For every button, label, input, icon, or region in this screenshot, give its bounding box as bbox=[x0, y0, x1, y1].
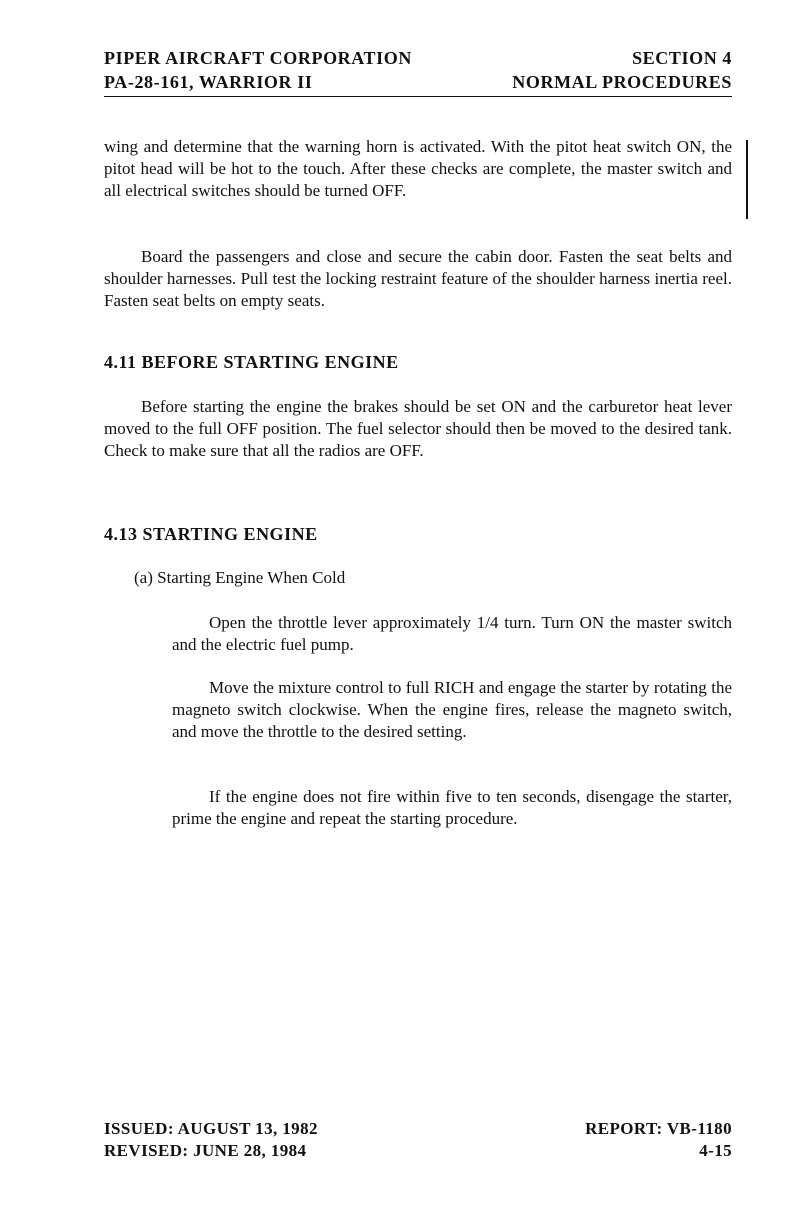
footer-row-1 bbox=[104, 1118, 732, 1140]
issued-date: ISSUED: AUGUST 13, 1982 bbox=[104, 1119, 318, 1138]
page-footer bbox=[104, 1118, 732, 1162]
section-title: NORMAL PROCEDURES bbox=[512, 72, 732, 92]
paragraph-mixture: Move the mixture control to full RICH and engage the starter by rotating the magneto switch clockwise. When the engine fires, release the magneto switch, and move the throttle to the desired setting. bbox=[172, 678, 732, 741]
paragraph-throttle: Open the throttle lever approximately 1/4 turn. Turn ON the master switch and the electric fuel pump. bbox=[172, 613, 732, 654]
page-header bbox=[104, 46, 732, 94]
report-number: REPORT: VB-1180 bbox=[585, 1119, 732, 1138]
paragraph-continued: wing and determine that the warning horn is activated. With the pitot heat switch ON, the pitot head will be hot to the touch. After these checks are complete, the master switch and all electrical switches should be turned OFF. bbox=[104, 137, 732, 200]
heading-starting-engine: 4.13 STARTING ENGINE bbox=[104, 524, 318, 544]
footer-row-2 bbox=[104, 1140, 732, 1162]
company-name: PIPER AIRCRAFT CORPORATION bbox=[104, 48, 412, 68]
header-row-1 bbox=[104, 46, 732, 70]
header-row-2 bbox=[104, 70, 732, 94]
paragraph-no-fire: If the engine does not fire within five to ten seconds, disengage the starter, prime the engine and repeat the starting procedure. bbox=[172, 787, 732, 828]
aircraft-model: PA-28-161, WARRIOR II bbox=[104, 72, 313, 92]
subheading-starting-cold: (a) Starting Engine When Cold bbox=[134, 568, 346, 587]
header-rule bbox=[104, 96, 732, 97]
revised-date: REVISED: JUNE 28, 1984 bbox=[104, 1141, 307, 1160]
section-number: SECTION 4 bbox=[632, 48, 732, 68]
heading-before-starting-engine: 4.11 BEFORE STARTING ENGINE bbox=[104, 352, 399, 372]
paragraph-before-starting: Before starting the engine the brakes should be set ON and the carburetor heat lever moved to the full OFF position. The fuel selector should then be moved to the desired tank. Check to make sure that all the radios are OFF. bbox=[104, 397, 732, 460]
paragraph-passengers: Board the passengers and close and secure the cabin door. Fasten the seat belts and shoulder harnesses. Pull test the locking restraint feature of the shoulder harness inertia reel. Fasten seat belts on empty seats. bbox=[104, 247, 732, 310]
revision-change-bar bbox=[746, 140, 748, 219]
page-number: 4-15 bbox=[699, 1141, 732, 1160]
